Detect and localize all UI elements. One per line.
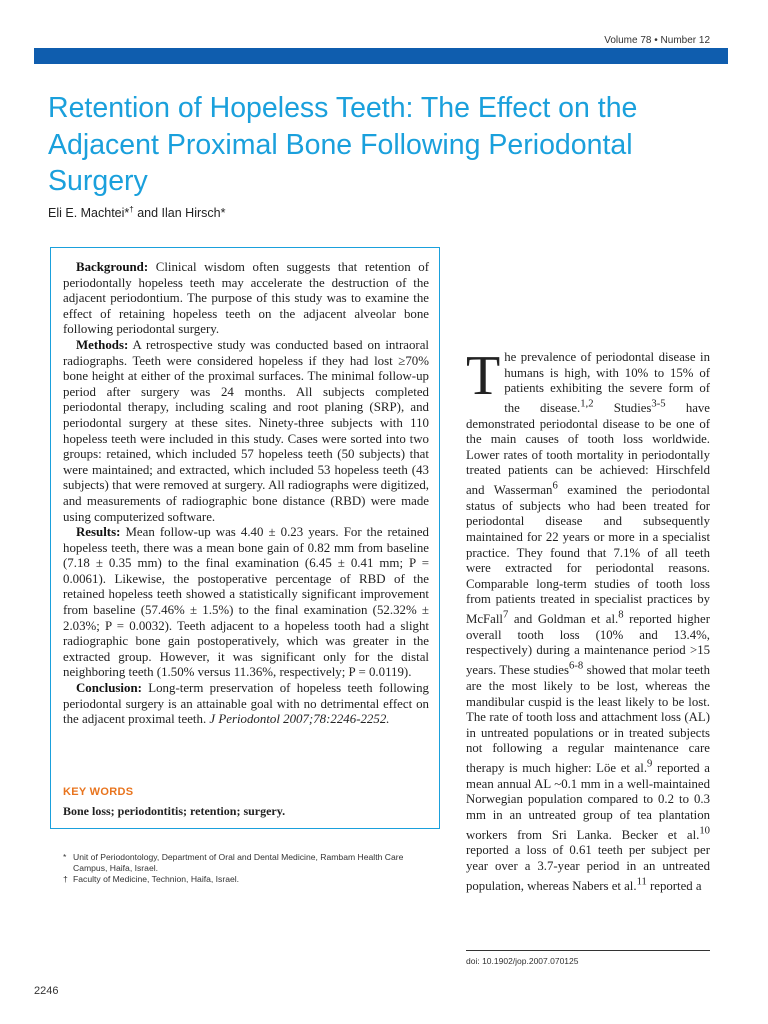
- footnote: [63, 852, 433, 874]
- citation-ref: 10: [699, 825, 710, 837]
- body-text: showed that molar teeth are the most likely to be lost, whereas the mandibular cuspid is the least likely to be lost. The rate of tooth loss and attachment loss (AL) in untreated populations or in treated subjects not following a regular maintenance care therapy is much higher: Löe et al.: [466, 663, 710, 776]
- abstract-results: [63, 525, 429, 681]
- citation-ref: 8: [618, 610, 624, 622]
- results-label: Results:: [76, 525, 121, 540]
- body-paragraph: [466, 345, 710, 893]
- doi-text[interactable]: doi: 10.1902/jop.2007.070125: [466, 956, 579, 966]
- conclusion-text: Long-term preservation of hopeless teeth following periodontal surgery is an attainable goal with no detrimental effect on the adjacent proximal teeth.: [63, 681, 429, 727]
- abstract-background: [63, 260, 429, 338]
- body-text: reported higher overall tooth loss (10% and 13.4%, respectively) during a maintenance period >15 years. These studies: [466, 612, 710, 678]
- abstract-conclusion: [63, 681, 429, 728]
- body-text: reported a: [646, 878, 702, 893]
- background-label: Background:: [76, 260, 149, 274]
- body-column: [466, 345, 710, 894]
- body-text: reported a mean annual AL ~0.1 mm in a well-maintained Norwegian population compared to 0.2 to 0.3 mm in an untreated group of tea plantation workers from Sri Lanka. Becker et al.: [466, 761, 710, 842]
- body-text: he prevalence of periodontal disease in humans is high, with 10% to 15% of patients exhibiting the severe form of the disease.: [504, 350, 710, 416]
- footnote-mark: *: [63, 852, 67, 862]
- citation-ref: 1,2: [580, 398, 594, 410]
- header-rule: [34, 48, 728, 64]
- author-2: Ilan Hirsch*: [161, 206, 226, 221]
- keywords-heading: KEY WORDS: [63, 786, 134, 798]
- body-text: and Goldman et al.: [508, 612, 619, 627]
- journal-citation: J Periodontol 2007;78:2246-2252.: [209, 712, 390, 727]
- citation-ref: 9: [647, 758, 653, 770]
- citation-ref: 11: [636, 876, 647, 888]
- journal-issue-header: Volume 78 • Number 12: [604, 35, 710, 46]
- author-separator: and: [133, 206, 162, 221]
- footnote-text: Faculty of Medicine, Technion, Haifa, Israel.: [73, 874, 240, 884]
- background-text: Clinical wisdom often suggests that retention of periodontally hopeless teeth may accelerate the destruction of the adjacent periodontium. The purpose of this study was to examine the effect of retaining hopeless teeth on the adjacent alveolar bone following periodontal surgery.: [63, 260, 429, 337]
- footnote: [63, 874, 433, 885]
- citation-ref: 7: [502, 610, 509, 622]
- body-text: have demonstrated periodontal disease to be one of the main causes of tooth loss worldwide. Lower rates of tooth mortality in periodontally treated patients can be achieved: Hirschfeld and Wasserman: [466, 401, 710, 498]
- affiliation-footnotes: [63, 852, 433, 885]
- citation-ref: 6: [552, 481, 558, 493]
- page-number: 2246: [34, 985, 59, 997]
- body-text: reported a loss of 0.61 teeth per subject per year over a 3.7-year period in an untreated population, whereas Nabers et al.: [466, 843, 710, 893]
- citation-ref: 6-8: [568, 661, 584, 673]
- author-1: Eli E. Machtei*: [48, 206, 130, 221]
- footnote-text: Unit of Periodontology, Department of Oral and Dental Medicine, Rambam Health Care Campus, Haifa, Israel.: [73, 852, 404, 873]
- methods-label: Methods:: [76, 337, 129, 352]
- conclusion-label: Conclusion:: [76, 681, 142, 696]
- abstract-methods: [63, 338, 429, 525]
- article-title: Retention of Hopeless Teeth: The Effect on the Adjacent Proximal Bone Following Periodontal Surgery: [48, 92, 638, 197]
- body-text: Studies: [593, 401, 652, 416]
- body-text: examined the periodontal status of subjects who had been treated for periodontal disease and subsequently maintained for 22 years or more in a specialist practice. They found that 7.1% of all teeth were extracted for periodontal reasons. Comparable long-term studies of tooth loss from patients treated in specialist practices by McFall: [466, 483, 710, 627]
- drop-cap: T: [466, 345, 501, 407]
- author-line: [48, 205, 225, 220]
- citation-ref: 3-5: [651, 398, 666, 410]
- doi-rule: [466, 950, 710, 951]
- abstract: [63, 260, 429, 728]
- footnote-mark: †: [63, 874, 68, 884]
- keywords-list: Bone loss; periodontitis; retention; surgery.: [63, 804, 286, 818]
- results-text: Mean follow-up was 4.40 ± 0.23 years. For the retained hopeless teeth, there was a mean bone gain of 0.82 mm from baseline (7.18 ± 0.35 mm) to the final examination (6.45 ± 0.41 mm; P = 0.0061). Likewise, the postoperative percentage of RBD of the retained hopeless teeth showed a statistically significant improvement from baseline (57.46% ± 1.5%) to the final examination (52.32% ± 2.03%; P = 0.0032). Teeth adjacent to a hopeless tooth had a slight radiographic bone gain postoperatively, which was greater in the extracted group. However, it was significant only for the distal neighboring teeth (1.50% versus 11.36%, respectively; P = 0.0119).: [63, 525, 429, 680]
- author-1-marks: †: [129, 205, 134, 214]
- methods-text: A retrospective study was conducted based on intraoral radiographs. Teeth were considered hopeless if they had lost ≥70% bone height at either of the proximal surfaces. The minimal follow-up period after surgery was 24 months. All subjects completed periodontal therapy, including scaling and root planing (SRP), and periodontal surgery at these sites. Ninety-three subjects with 110 hopeless teeth were included in this study. Cases were sorted into two groups: retained, which included 57 hopeless teeth (50 subjects) that were maintained; and extracted, which included 53 hopeless teeth (43 subjects) that were removed at surgery. All radiographs were digitized, and measurements of radiographic bone distance (RBD) were made using computerized software.: [63, 337, 429, 524]
